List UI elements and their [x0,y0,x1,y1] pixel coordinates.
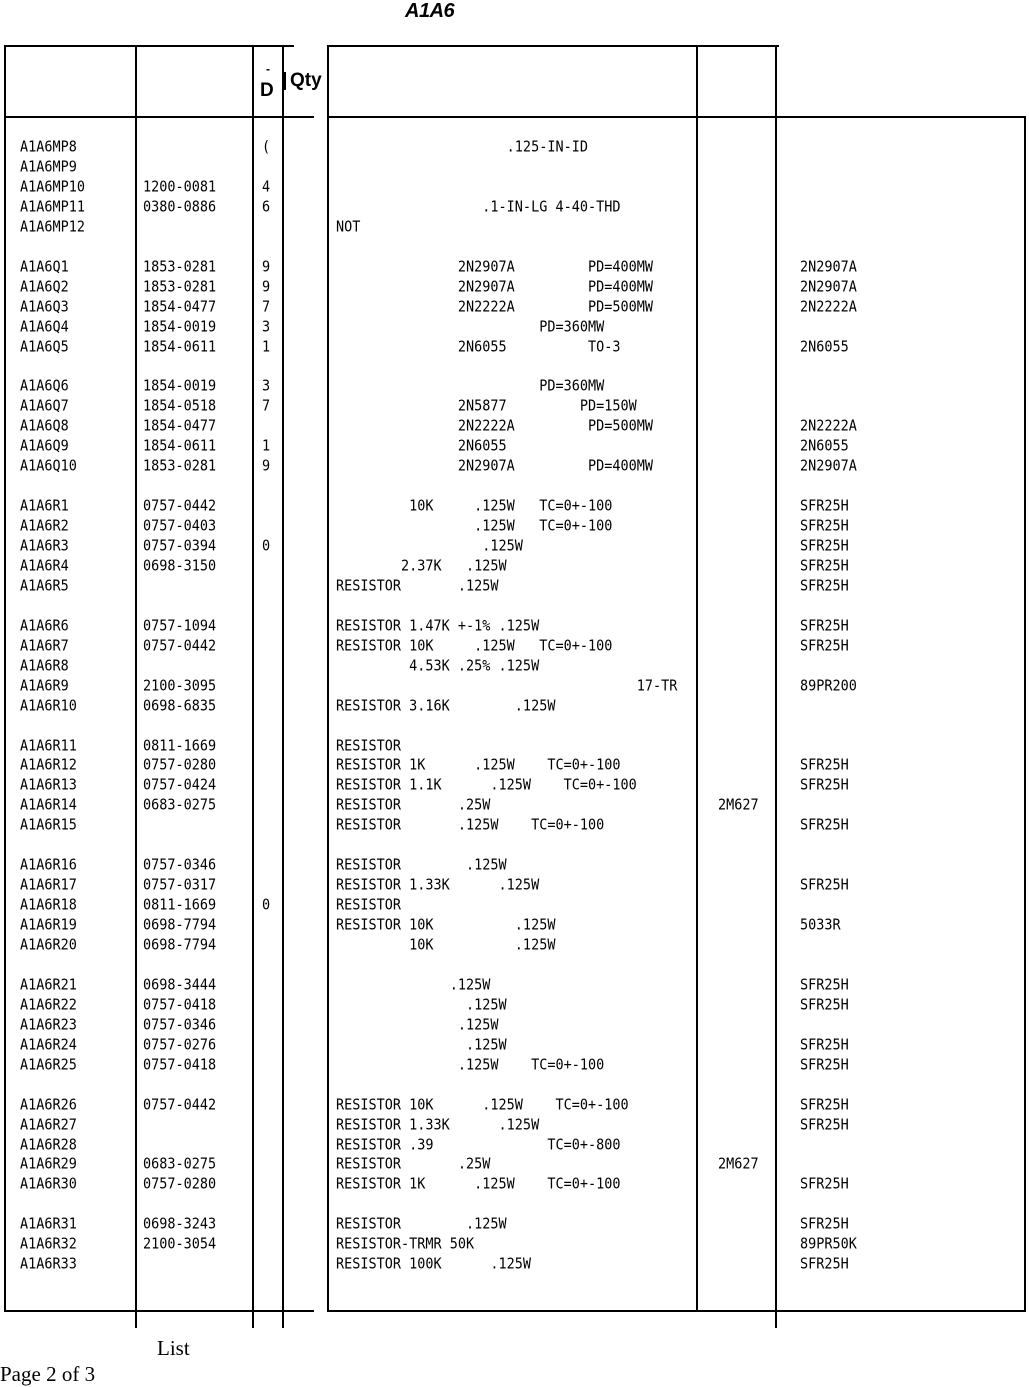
header-dash: - [266,62,270,76]
description: RESISTOR 3.16K .125W [336,696,556,715]
description: 2N6055 [336,437,507,456]
description: .125W TC=0+-100 [336,1055,605,1074]
mfr-part-number: 2N2907A [800,457,857,476]
part-number: 0757-0394 [143,537,217,555]
ref-designator: A1A6R18 [20,896,77,915]
description: RESISTOR 1K .125W TC=0+-100 [336,756,621,775]
part-number: 0757-0442 [143,636,217,655]
mfr-part-number: SFR25H [800,1175,849,1194]
part-number: 0757-1094 [143,616,217,635]
part-number: 0698-7794 [143,936,217,954]
check-digit: ( [262,138,271,156]
ref-designator: A1A6Q2 [20,277,69,296]
top-border-left [4,45,294,47]
part-number: 0757-0346 [143,856,217,875]
check-digit: 9 [262,277,271,296]
mfr-part-number: SFR25H [800,1215,849,1234]
description: RESISTOR 10K .125W TC=0+-100 [336,1095,629,1114]
description: PD=360MW [336,317,605,336]
header-rule-left [4,116,314,118]
part-number: 0757-0317 [143,876,217,895]
description: 17-TR [336,676,678,695]
top-border-right [327,45,779,47]
mfr-part-number: 2N6055 [800,437,849,456]
col-divider-2 [252,45,254,1328]
col-divider-4 [327,45,329,1312]
ref-designator: A1A6Q10 [20,457,77,476]
description: RESISTOR .125W [336,856,507,875]
ref-designator: A1A6R19 [20,916,77,934]
mfr-part-number: 2N2222A [800,297,857,316]
part-number: 0757-0418 [143,995,217,1014]
description: .1-IN-LG 4-40-THD [336,197,621,216]
check-digit: 9 [262,457,271,476]
col-divider-3 [282,45,284,1328]
check-digit: 3 [262,317,271,336]
ref-designator: A1A6R2 [20,517,69,535]
part-number: 0698-7794 [143,916,217,934]
ref-designator: A1A6Q8 [20,417,69,436]
ref-designator: A1A6R15 [20,816,77,835]
description: 4.53K .25% .125W [336,656,540,675]
ref-designator: A1A6R16 [20,856,77,875]
mfr-part-number: SFR25H [800,975,849,994]
part-number: 0757-0403 [143,517,217,535]
part-number: 1854-0518 [143,397,217,416]
mfr-part-number: 89PR50K [800,1235,857,1254]
footer-page-number: Page 2 of 3 [0,1362,96,1386]
part-number: 0757-0280 [143,1175,217,1194]
mfr-code: 2M627 [718,1155,759,1174]
check-digit: 0 [262,896,271,915]
ref-designator: A1A6R32 [20,1235,77,1254]
description: RESISTOR 1.47K +-1% .125W [336,616,540,635]
ref-designator: A1A6R21 [20,975,77,994]
mfr-part-number: SFR25H [800,1055,849,1074]
part-number: 0757-0280 [143,756,217,775]
description: .125W [336,975,491,994]
part-number: 0811-1669 [143,736,217,755]
check-digit: 9 [262,257,271,276]
check-digit: 1 [262,337,271,356]
ref-designator: A1A6Q4 [20,317,69,336]
ref-designator: A1A6R29 [20,1155,77,1174]
description: 2N2907A PD=400MW [336,457,653,476]
description: RESISTOR 10K .125W [336,916,556,934]
ref-designator: A1A6Q5 [20,337,69,356]
ref-designator: A1A6Q3 [20,297,69,316]
ref-designator: A1A6R9 [20,676,69,695]
ref-designator: A1A6R3 [20,537,69,555]
description: 2N5877 PD=150W [336,397,637,416]
mfr-part-number: 2N2222A [800,417,857,436]
description: .125-IN-ID [336,138,588,156]
ref-designator: A1A6MP12 [20,217,86,236]
ref-designator: A1A6Q7 [20,397,69,416]
ref-designator: A1A6R20 [20,936,77,954]
description: 2N2907A PD=400MW [336,277,653,296]
ref-designator: A1A6R4 [20,556,69,575]
description: RESISTOR-TRMR 50K [336,1235,475,1254]
mfr-code: 2M627 [718,796,759,815]
part-number: 1854-0477 [143,417,217,436]
mfr-part-number: SFR25H [800,556,849,575]
mfr-part-number: SFR25H [800,497,849,516]
description: RESISTOR .125W TC=0+-100 [336,816,605,835]
part-number: 1854-0611 [143,437,217,456]
ref-designator: A1A6MP11 [20,197,86,216]
col-divider-1 [135,45,137,1328]
ref-designator: A1A6Q6 [20,377,69,396]
ref-designator: A1A6MP10 [20,177,86,196]
description: RESISTOR 1.33K .125W [336,1115,540,1134]
mfr-part-number: SFR25H [800,756,849,775]
header-rule-right [327,116,1026,118]
ref-designator: A1A6R22 [20,995,77,1014]
header-separator [284,72,286,90]
ref-designator: A1A6R26 [20,1095,77,1114]
col-divider-6 [775,45,777,1328]
part-number: 0757-0442 [143,497,217,516]
ref-designator: A1A6R28 [20,1135,77,1154]
mfr-part-number: 89PR200 [800,676,857,695]
mfr-part-number: SFR25H [800,537,849,555]
ref-designator: A1A6R8 [20,656,69,675]
description: RESISTOR .25W [336,796,491,815]
check-digit: 6 [262,197,271,216]
mfr-part-number: SFR25H [800,876,849,895]
check-digit: 7 [262,397,271,416]
ref-designator: A1A6R17 [20,876,77,895]
description: 10K .125W [336,936,556,954]
ref-designator: A1A6R30 [20,1175,77,1194]
footer-list-label: List [157,1336,190,1360]
description: .125W [336,537,523,555]
description: NOT [336,217,361,236]
description: RESISTOR [336,896,402,915]
ref-designator: A1A6R25 [20,1055,77,1074]
description: 2N2907A PD=400MW [336,257,653,276]
part-number: 0757-0276 [143,1035,217,1054]
ref-designator: A1A6R13 [20,776,77,795]
bottom-border-left [4,1310,314,1312]
check-digit: 4 [262,177,271,196]
part-number: 0683-0275 [143,1155,217,1174]
part-number: 1853-0281 [143,457,217,476]
bottom-border-right [327,1310,1026,1312]
left-border [4,45,6,1312]
description: RESISTOR .125W [336,1215,507,1234]
ref-designator: A1A6R14 [20,796,77,815]
part-number: 1853-0281 [143,277,217,296]
right-border [1024,116,1026,1312]
part-number: 1854-0611 [143,337,217,356]
description: .125W [336,995,507,1014]
description: RESISTOR 100K .125W [336,1255,532,1274]
description: RESISTOR .125W [336,576,499,595]
description: PD=360MW [336,377,605,396]
check-digit: 7 [262,297,271,316]
mfr-part-number: SFR25H [800,517,849,535]
part-number: 2100-3054 [143,1235,217,1254]
description: 2.37K .125W [336,556,507,575]
part-number: 0757-0418 [143,1055,217,1074]
ref-designator: A1A6MP9 [20,157,77,176]
mfr-part-number: 2N2907A [800,277,857,296]
mfr-part-number: 2N6055 [800,337,849,356]
part-number: 1853-0281 [143,257,217,276]
part-number: 1200-0081 [143,177,217,196]
part-number: 0757-0442 [143,1095,217,1114]
part-number: 1854-0019 [143,377,217,396]
ref-designator: A1A6R23 [20,1015,77,1034]
header-qty: Qty [290,70,322,91]
description: .125W [336,1035,507,1054]
description: .125W TC=0+-100 [336,517,613,535]
page-title: A1A6 [405,0,455,22]
description: 2N2222A PD=500MW [336,297,653,316]
part-number: 0698-3150 [143,556,217,575]
mfr-part-number: SFR25H [800,636,849,655]
description: RESISTOR 1.33K .125W [336,876,540,895]
ref-designator: A1A6R27 [20,1115,77,1134]
description: RESISTOR .25W [336,1155,491,1174]
check-digit: 3 [262,377,271,396]
part-number: 1854-0477 [143,297,217,316]
ref-designator: A1A6R33 [20,1255,77,1274]
description: 10K .125W TC=0+-100 [336,497,613,516]
part-number: 0380-0886 [143,197,217,216]
description: RESISTOR [336,736,402,755]
ref-designator: A1A6R11 [20,736,77,755]
ref-designator: A1A6R24 [20,1035,77,1054]
description: RESISTOR 1K .125W TC=0+-100 [336,1175,621,1194]
mfr-part-number: 2N2907A [800,257,857,276]
part-number: 0757-0424 [143,776,217,795]
col-divider-5 [696,45,698,1312]
description: 2N2222A PD=500MW [336,417,653,436]
ref-designator: A1A6MP8 [20,138,77,156]
mfr-part-number: 5033R [800,916,841,934]
ref-designator: A1A6R31 [20,1215,77,1234]
part-number: 0698-6835 [143,696,217,715]
ref-designator: A1A6Q1 [20,257,69,276]
mfr-part-number: SFR25H [800,776,849,795]
description: .125W [336,1015,499,1034]
check-digit: 1 [262,437,271,456]
mfr-part-number: SFR25H [800,1035,849,1054]
part-number: 1854-0019 [143,317,217,336]
mfr-part-number: SFR25H [800,816,849,835]
ref-designator: A1A6R12 [20,756,77,775]
mfr-part-number: SFR25H [800,1255,849,1274]
mfr-part-number: SFR25H [800,1095,849,1114]
ref-designator: A1A6Q9 [20,437,69,456]
description: RESISTOR 1.1K .125W TC=0+-100 [336,776,637,795]
mfr-part-number: SFR25H [800,616,849,635]
part-number: 0698-3444 [143,975,217,994]
description: RESISTOR .39 TC=0+-800 [336,1135,621,1154]
check-digit: 0 [262,537,271,555]
part-number: 2100-3095 [143,676,217,695]
ref-designator: A1A6R5 [20,576,69,595]
part-number: 0811-1669 [143,896,217,915]
mfr-part-number: SFR25H [800,576,849,595]
ref-designator: A1A6R6 [20,616,69,635]
part-number: 0683-0275 [143,796,217,815]
mfr-part-number: SFR25H [800,995,849,1014]
part-number: 0698-3243 [143,1215,217,1234]
ref-designator: A1A6R10 [20,696,77,715]
header-d: D [260,80,274,101]
mfr-part-number: SFR25H [800,1115,849,1134]
description: RESISTOR 10K .125W TC=0+-100 [336,636,613,655]
ref-designator: A1A6R7 [20,636,69,655]
ref-designator: A1A6R1 [20,497,69,516]
part-number: 0757-0346 [143,1015,217,1034]
description: 2N6055 TO-3 [336,337,621,356]
